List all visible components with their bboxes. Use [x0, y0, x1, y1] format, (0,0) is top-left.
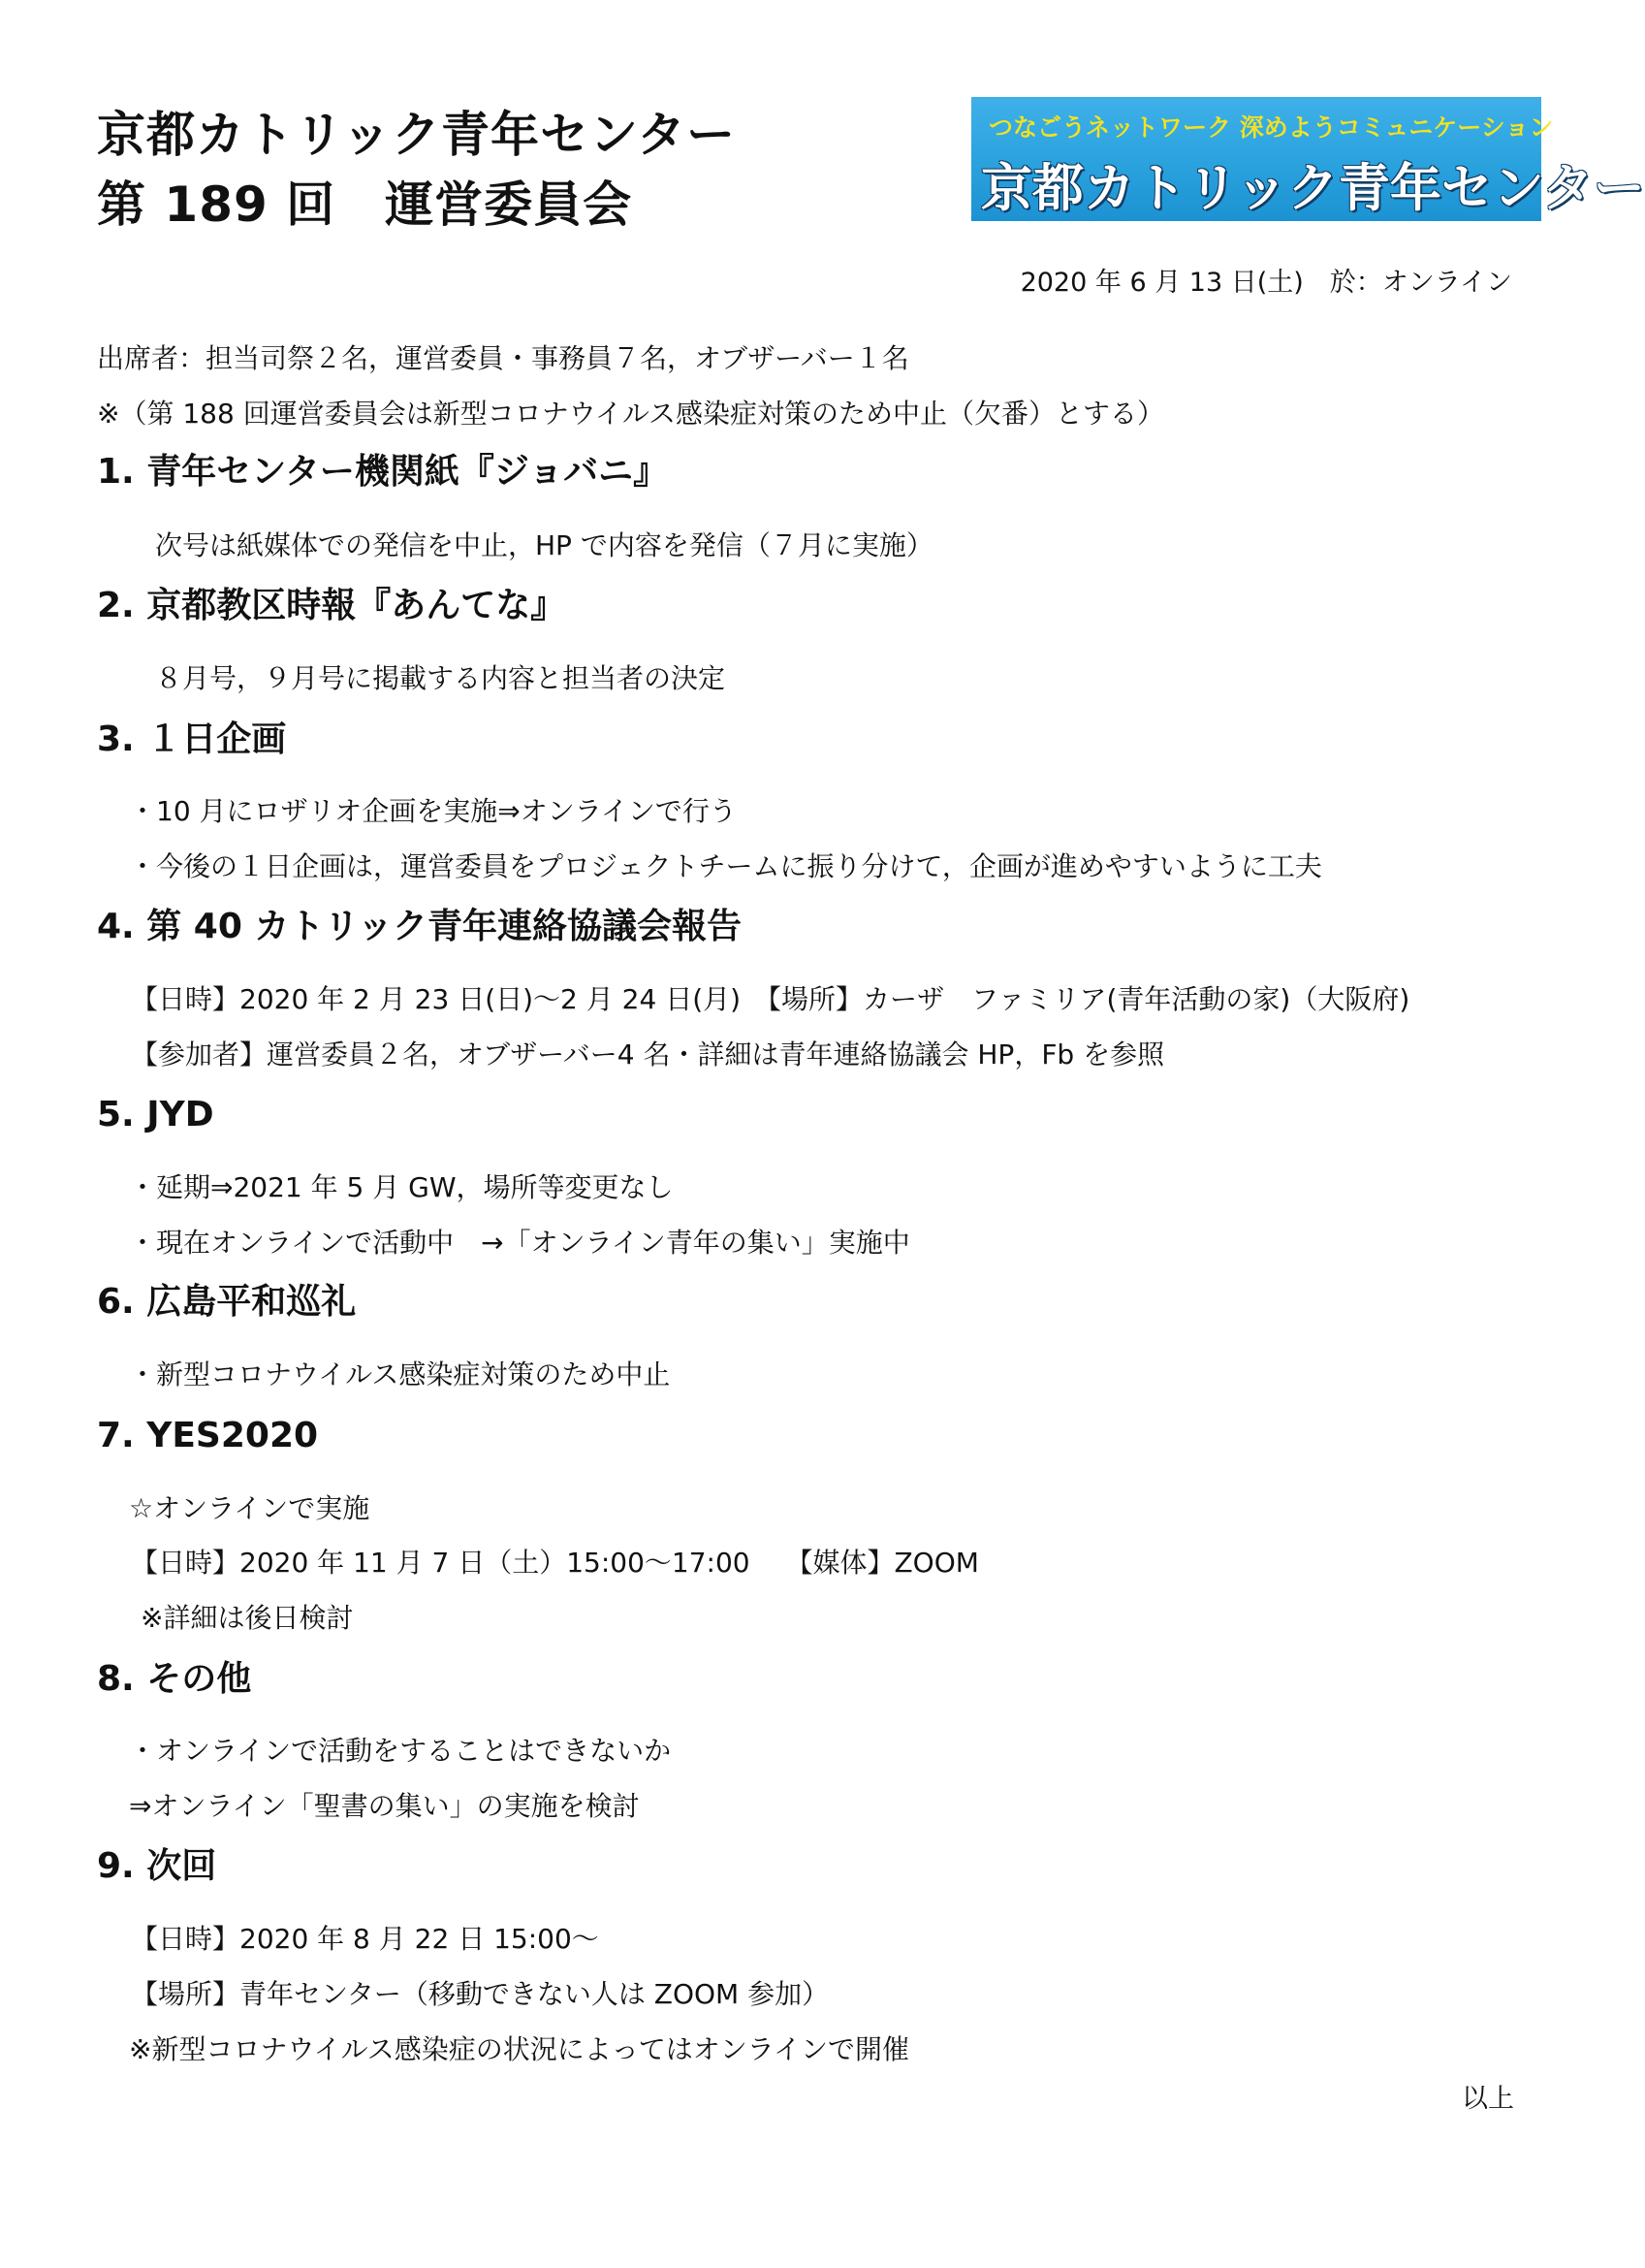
section-8-line-1: ・オンラインで活動をすることはできないか [129, 1735, 672, 1767]
section-9-line-3: ※新型コロナウイルス感染症の状況によってはオンラインで開催 [129, 2033, 909, 2065]
section-8-line-2: ⇒オンライン「聖書の集い」の実施を検討 [129, 1790, 640, 1822]
section-4-line-2: 【参加者】運営委員２名，オブザーバー4 名・詳細は青年連絡協議会 HP，Fb を参照 [131, 1038, 1165, 1070]
section-6-line-1: ・新型コロナウイルス感染症対策のため中止 [129, 1358, 671, 1390]
center-logo [971, 97, 1645, 221]
section-heading-9: 9. 次回 [97, 1846, 217, 1886]
section-heading-1: 1. 青年センター機関紙『ジョバニ』 [97, 452, 669, 492]
section-1-line-1: 次号は紙媒体での発信を中止，HP で内容を発信（７月に実施） [155, 529, 933, 561]
section-9-line-2: 【場所】青年センター（移動できない人は ZOOM 参加） [131, 1978, 830, 2010]
section-9-line-1: 【日時】2020 年 8 月 22 日 15:00～ [131, 1923, 599, 1955]
page-title: 京都カトリック青年センター [97, 107, 736, 163]
section-4-line-1: 【日時】2020 年 2 月 23 日(日)～2 月 24 日(月) 【場所】カーザ ファミリア(青年活動の家)（大阪府) [131, 983, 1410, 1015]
section-heading-8: 8. その他 [97, 1659, 252, 1699]
section-heading-6: 6. 広島平和巡礼 [97, 1282, 357, 1322]
section-7-line-1: ☆オンラインで実施 [129, 1492, 370, 1524]
section-heading-3: 3. １日企画 [97, 719, 287, 759]
section-7-line-3: ※詳細は後日検討 [141, 1602, 354, 1634]
section-5-line-2: ・現在オンラインで活動中 →「オンライン青年の集い」実施中 [129, 1227, 910, 1259]
closing-mark: 以上 [1462, 2084, 1514, 2114]
section-heading-4: 4. 第 40 カトリック青年連絡協議会報告 [97, 907, 742, 946]
logo-name: 京都カトリック青年センター [981, 159, 1645, 218]
section-heading-5: 5. JYD [97, 1095, 214, 1134]
section-heading-7: 7. YES2020 [97, 1416, 319, 1455]
section-5-line-1: ・延期⇒2021 年 5 月 GW，場所等変更なし [129, 1171, 674, 1203]
section-7-line-2: 【日時】2020 年 11 月 7 日（土）15:00～17:00 【媒体】ZOOM [131, 1547, 979, 1579]
section-2-line-1: ８月号，９月号に掲載する内容と担当者の決定 [155, 662, 726, 694]
section-heading-2: 2. 京都教区時報『あんてな』 [97, 586, 566, 625]
attendance-text: 出席者：担当司祭２名，運営委員・事務員７名，オブザーバー１名 [97, 342, 909, 374]
meeting-date-place: 2020 年 6 月 13 日(土) 於：オンライン [1020, 268, 1512, 298]
cancellation-note: ※（第 188 回運営委員会は新型コロナウイルス感染症対策のため中止（欠番）とする） [97, 398, 1165, 430]
logo-tagline: つなごうネットワーク 深めようコミュニケーション [989, 113, 1554, 142]
section-3-line-2: ・今後の１日企画は，運営委員をプロジェクトチームに振り分けて，企画が進めやすいように工夫 [129, 850, 1322, 882]
meeting-subtitle: 第 189 回 運営委員会 [97, 176, 633, 233]
section-3-line-1: ・10 月にロザリオ企画を実施⇒オンラインで行う [129, 795, 737, 827]
